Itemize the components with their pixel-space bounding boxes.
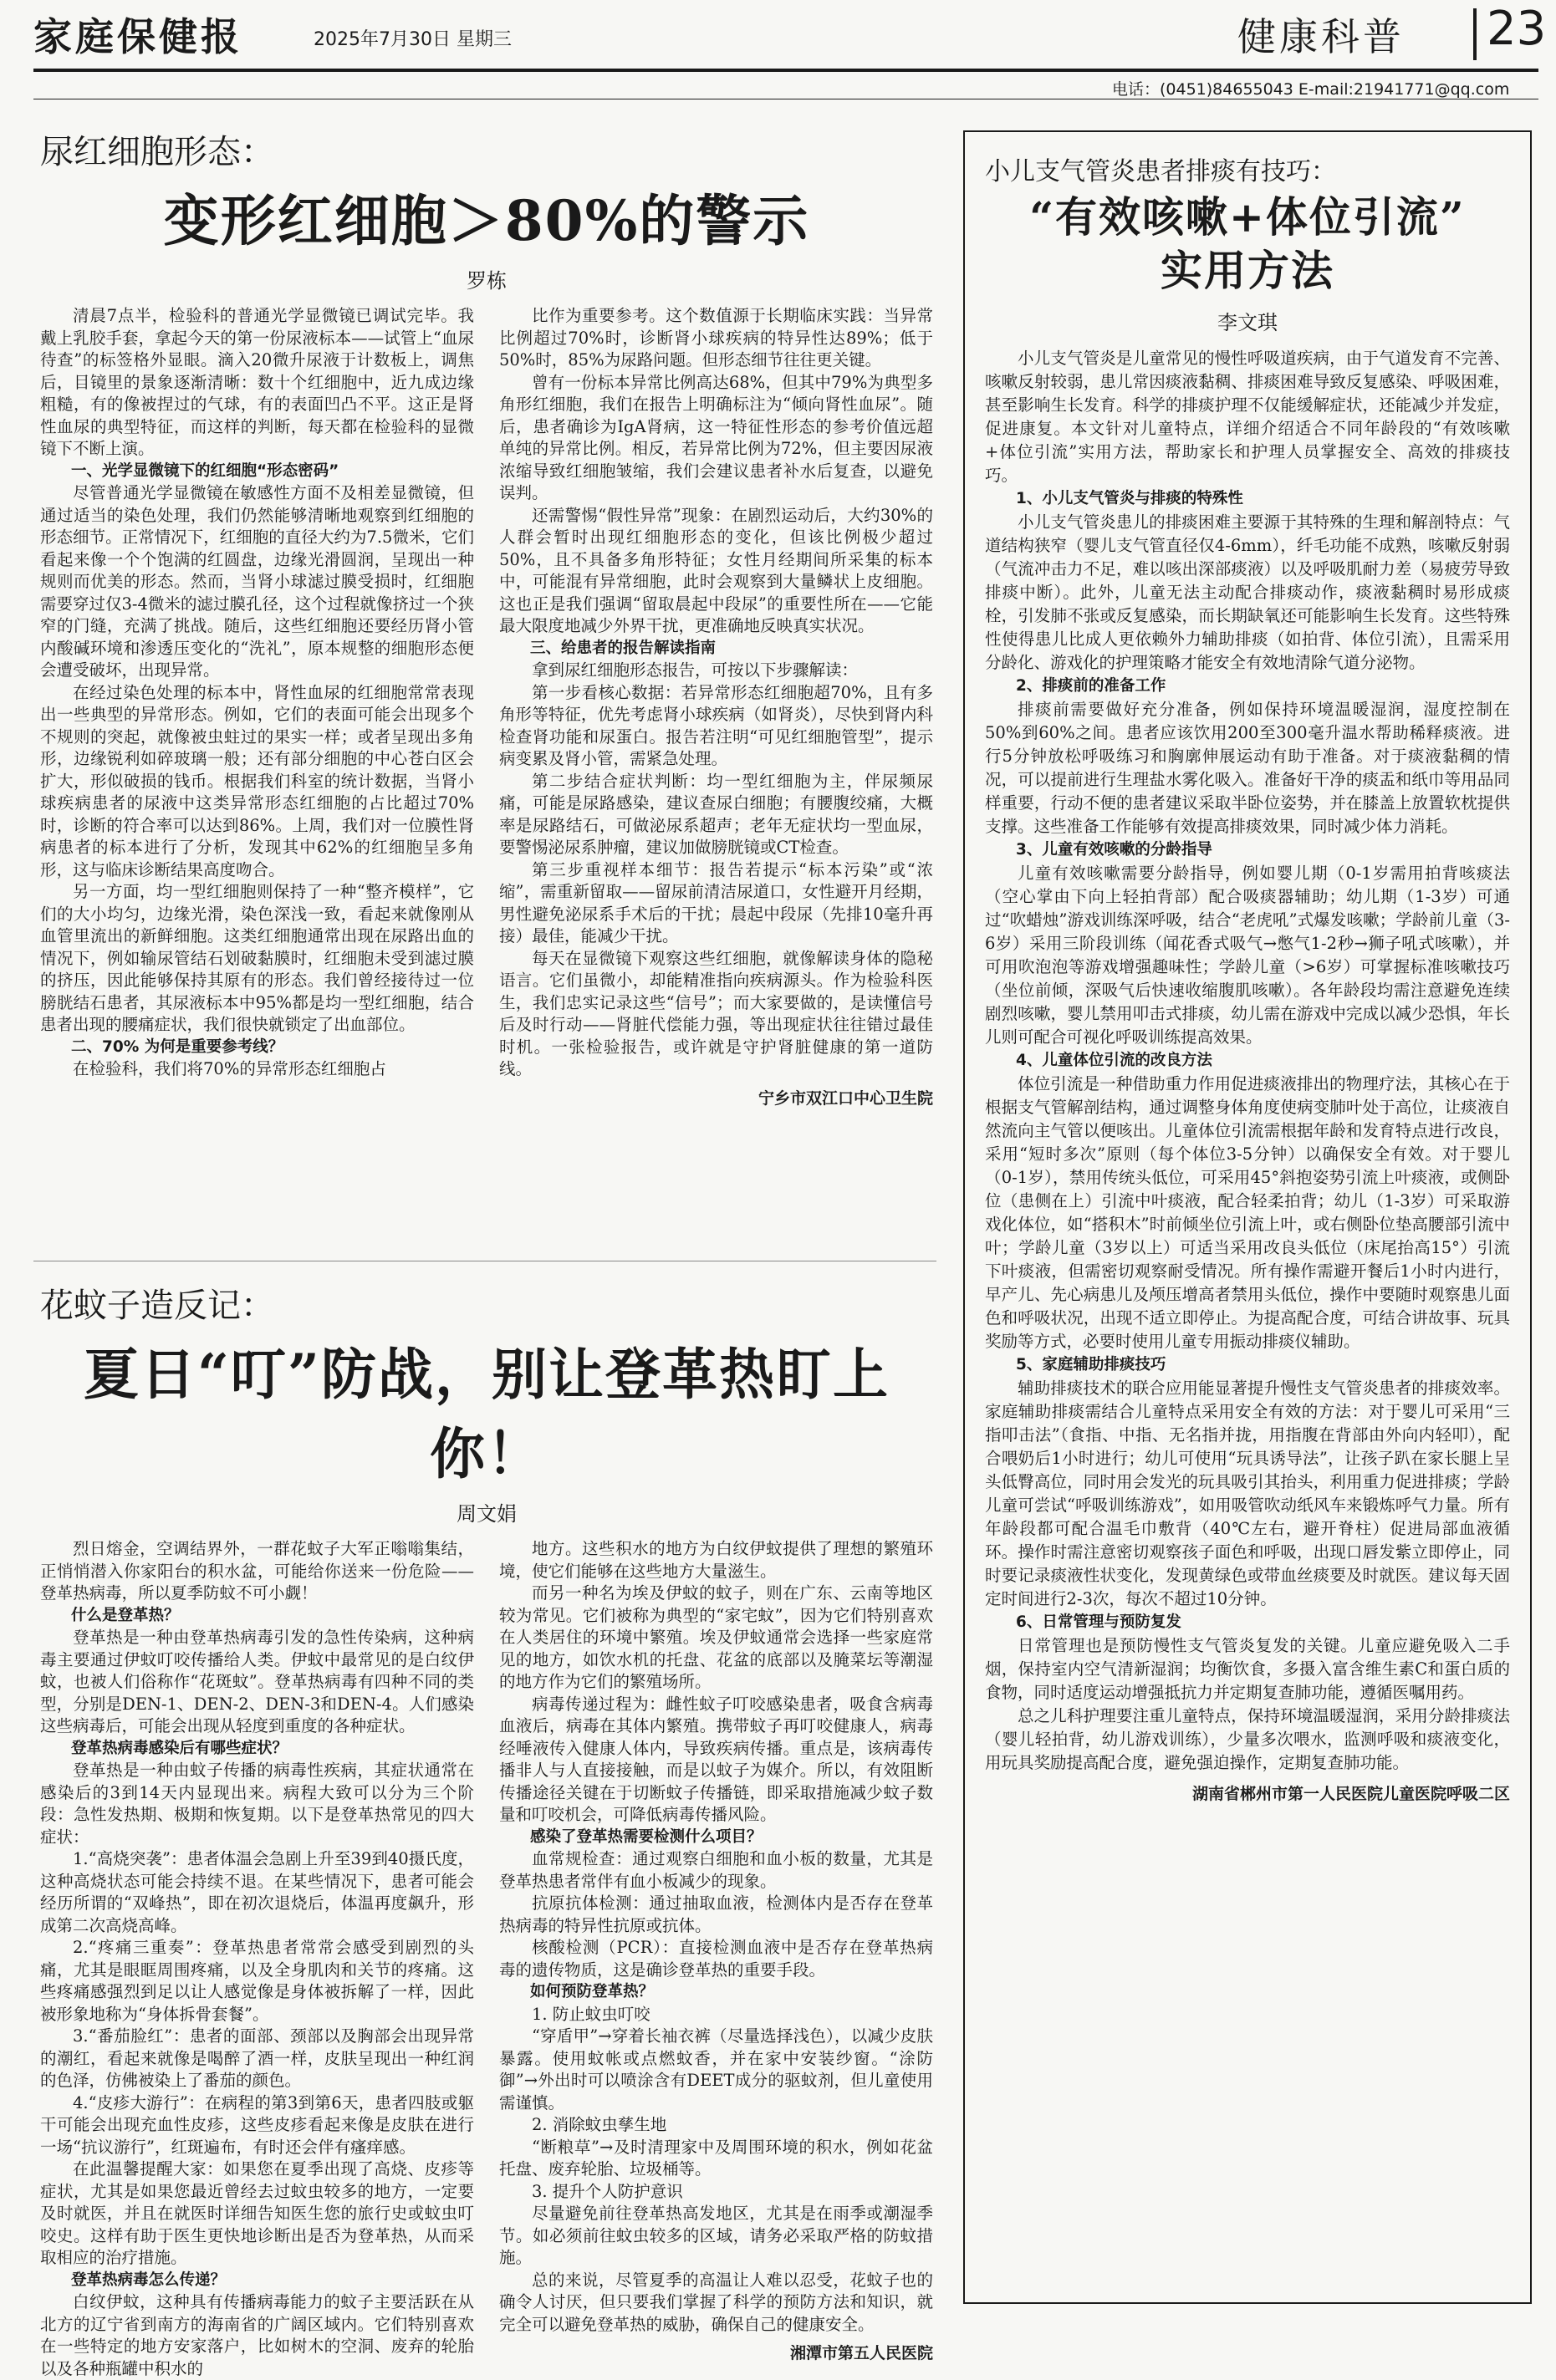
article-author: 罗栋 (467, 269, 507, 293)
article-author: 李文琪 (1217, 311, 1278, 334)
paragraph: 白纹伊蚊，这种具有传播病毒能力的蚊子主要活跃在从北方的辽宁省到南方的海南省的广阔区域内。它们特别喜欢在一些特定的地方安家落户，比如树木的空洞、废弃的轮胎以及各种瓶罐中积水的 (40, 2292, 475, 2378)
section-heading: 一、光学显微镜下的红细胞“形态密码” (71, 461, 339, 480)
section-heading: 登革热病毒感染后有哪些症状？ (71, 1739, 288, 1757)
paragraph: 病毒传递过程为：雌性蚊子叮咬感染患者，吸食含病毒血液后，病毒在其体内繁殖。携带蚊子再叮咬健康人，病毒经唾液传入健康人体内，导致疾病传播。重点是，该病毒传播非人与人直接接触，而是以蚊子为媒介。所以，有效阻断传播途径关键在于切断蚊子传播链，即采取措施减少蚊子数量和叮咬机会，可降低病毒传播风险。 (498, 1694, 933, 1824)
paragraph: 排痰前需要做好充分准备，例如保持环境温暖湿润，湿度控制在50%到60%之间。患者应该饮用200至300毫升温水帮助稀释痰液。进行5分钟放松呼吸练习和胸廓伸展运动有助于准备。对于痰液黏稠的情况，可以提前进行生理盐水雾化吸入。准备好干净的痰盂和纸巾等用品同样重要，行动不便的患者建议采取半卧位姿势，并在膝盖上放置软枕提供支撑。这些准备工作能够有效提高排痰效果，同时减少体力消耗。 (985, 700, 1510, 836)
article-kicker: 小儿支气管炎患者排痰有技巧： (985, 157, 1336, 186)
paragraph: 3. 提升个人防护意识 (531, 2181, 683, 2201)
article-hematuria (40, 125, 933, 1109)
section-heading: 5、家庭辅助排痰技巧 (1016, 1356, 1166, 1373)
section-heading: 如何预防登革热？ (529, 1983, 654, 2000)
article-dengue (40, 1279, 933, 2380)
section-heading: 1、小儿支气管炎与排痰的特殊性 (1016, 490, 1243, 507)
paragraph: 血常规检查：通过观察白细胞和血小板的数量，尤其是登革热患者常伴有血小板减少的现象。 (498, 1849, 933, 1891)
paper-name: 家庭保健报 (33, 14, 242, 59)
masthead-rule (33, 69, 1538, 72)
paragraph: 2. 消除蚊虫孳生地 (531, 2115, 667, 2134)
article-column-left (40, 1538, 474, 2380)
article-column-left (40, 305, 474, 1109)
section-heading: 什么是登革热？ (71, 1606, 180, 1624)
paragraph: 第二步结合症状判断：均一型红细胞为主，伴尿频尿痛，可能是尿路感染，建议查尿白细胞；有腰腹绞痛，大概率是尿路结石，可做泌尿系超声；老年无症状均一型血尿，要警惕泌尿系肿瘤，建议加做膀胱镜或CT检查。 (498, 771, 933, 857)
section-name: 健康科普 (1237, 14, 1405, 59)
paragraph: 每天在显微镜下观察这些红细胞，就像解读身体的隐秘语言。它们虽微小，却能精准指向疾病源头。作为检验科医生，我们忠实记录这些“信号”；而大家要做的，是读懂信号后及时行动——肾脏代偿能力强，等出现症状往往错过最佳时机。一张检验报告，或许就是守护肾脏健康的第一道防线。 (498, 948, 933, 1078)
paragraph: 体位引流是一种借助重力作用促进痰液排出的物理疗法，其核心在于根据支气管解剖结构，通过调整身体角度使病变肺叶处于高位，让痰液自然流向主气管以便咳出。儿童体位引流需根据年龄和发育特点进行改良，采用“短时多次”原则（每个体位3-5分钟）以确保安全有效。对于婴儿（0-1岁），禁用传统头低位，可采用45°斜抱姿势引流上叶痰液，或侧卧位（患侧在上）引流中叶痰液，配合轻柔拍背；幼儿（1-3岁）可采取游戏化体位，如“搭积木”时前倾坐位引流上叶，或右侧卧位垫高腰部引流中叶；学龄儿童（3岁以上）可适当采用改良头低位（床尾抬高15°）引流下叶痰液，但需密切观察耐受情况。所有操作需避开餐后1小时内进行，早产儿、先心病患儿及颅压增高者禁用头低位，操作中要随时观察患儿面色和呼吸状况，出现不适立即停止。为提高配合度，可结合讲故事、玩具奖励等方式，必要时使用儿童专用振动排痰仪辅助。 (985, 1074, 1510, 1351)
paragraph: 尽管普通光学显微镜在敏感性方面不及相差显微镜，但通过适当的染色处理，我们仍然能够清晰地观察到红细胞的形态细节。正常情况下，红细胞的直径大约为7.5微米，它们看起来像一个个饱满的红圆盘，边缘光滑圆润，呈现出一种规则而优美的形态。然而，当肾小球滤过膜受损时，红细胞需要穿过仅3-4微米的滤过膜孔径，这个过程就像挤过一个狭窄的门缝，充满了挑战。随后，这些红细胞还要经历肾小管内酸碱环境和渗透压变化的“洗礼”，原本规整的细胞形态便会遭受破坏，出现异常。 (40, 483, 475, 680)
paragraph: 1. 防止蚊虫叮咬 (531, 2004, 650, 2024)
paragraph: 在此温馨提醒大家：如果您在夏季出现了高烧、皮疹等症状，尤其是如果您最近曾经去过蚊虫较多的地方，一定要及时就医，并且在就医时详细告知医生您的旅行史或蚊虫叮咬史。这样有助于医生更快地诊断出是否为登革热，从而采取相应的治疗措施。 (40, 2159, 475, 2267)
section-heading: 三、给患者的报告解读指南 (529, 639, 716, 657)
paragraph: 第三步重视样本细节：报告若提示“标本污染”或“浓缩”，需重新留取——留尿前清洁尿道口，女性避开月经期，男性避免泌尿系手术后的干扰；晨起中段尿（先排10毫升再接）最佳，能减少干扰。 (498, 859, 933, 945)
paragraph: 地方。这些积水的地方为白纹伊蚊提供了理想的繁殖环境，使它们能够在这些地方大量滋生。 (498, 1539, 933, 1581)
issue-date: 2025年7月30日 星期三 (314, 29, 512, 50)
paragraph: 小儿支气管炎是儿童常见的慢性呼吸道疾病，由于气道发育不完善、咳嗽反射较弱，患儿常因痰液黏稠、排痰困难导致反复感染、呼吸困难，甚至影响生长发育。科学的排痰护理不仅能缓解症状，还能减少并发症，促进康复。本文针对儿童特点，详细介绍适合不同年龄段的“有效咳嗽+体位引流”实用方法，帮助家长和护理人员掌握安全、高效的排痰技巧。 (985, 349, 1510, 485)
article-author: 周文娟 (457, 1502, 517, 1526)
paragraph: 4.“皮疹大游行”：在病程的第3到第6天，患者四肢或躯干可能会出现充血性皮疹，这些皮疹看起来像是皮肤在进行一场“抗议游行”，红斑遍布，有时还会伴有瘙痒感。 (40, 2092, 475, 2157)
paragraph: 总之儿科护理要注重儿童特点，保持环境温暖湿润，采用分龄排痰法（婴儿轻拍背，幼儿游戏训练），少量多次喂水，监测呼吸和痰液变化，用玩具奖励提高配合度，避免强迫操作，定期复查肺功能。 (985, 1706, 1510, 1772)
section-heading: 3、儿童有效咳嗽的分龄指导 (1016, 841, 1212, 859)
article-byline: 湘潭市第五人民医院 (789, 2344, 933, 2362)
section-heading: 二、70% 为何是重要参考线？ (71, 1037, 284, 1056)
article-column-right (499, 305, 933, 1109)
paragraph: 拿到尿红细胞形态报告，可按以下步骤解读： (531, 660, 858, 680)
paragraph: 辅助排痰技术的联合应用能显著提升慢性支气管炎患者的排痰效率。家庭辅助排痰需结合儿童特点采用安全有效的方法：对于婴儿可采用“三指叩击法”（食指、中指、无名指并拢，用指腹在背部由外向内轻叩），配合喂奶后1小时进行；幼儿可使用“玩具诱导法”，让孩子趴在家长腿上呈头低臀高位，同时用会发光的玩具吸引其抬头，利用重力促进排痰；学龄儿童可尝试“呼吸训练游戏”，如用吸管吹动纸风车来锻炼呼气力量。所有年龄段都可配合温毛巾敷背（40℃左右，避开脊柱）促进局部血液循环。操作时需注意密切观察孩子面色和呼吸，出现口唇发紫立即停止，同时要记录痰液性状变化，发现黄绿色或带血丝痰要及时就医。建议每天固定时间进行2-3次，每次不超过10分钟。 (985, 1379, 1510, 1608)
article-kicker: 花蚊子造反记： (40, 1287, 274, 1325)
paragraph: 3.“番茄脸红”：患者的面部、颈部以及胸部会出现异常的潮红，看起来就像是喝醉了酒一样，皮肤呈现出一种红润的色泽，仿佛被染上了番茄的颜色。 (40, 2026, 475, 2090)
paragraph: 而另一种名为埃及伊蚊的蚊子，则在广东、云南等地区较为常见。它们被称为典型的“家宅蚊”，因为它们特别喜欢在人类居住的环境中繁殖。埃及伊蚊通常会选择一些家庭常见的地方，如饮水机的托盘、花盆的底部以及腌菜坛等潮湿的地方作为它们的繁殖场所。 (498, 1583, 933, 1691)
paragraph: 还需警惕“假性异常”现象：在剧烈运动后，大约30%的人群会暂时出现红细胞形态的变化，但该比例极少超过50%，且不具备多角形特征；女性月经期间所采集的标本中，可能混有异常细胞，此时会观察到大量鳞状上皮细胞。这也正是我们强调“留取晨起中段尿”的重要性所在——它能最大限度地减少外界干扰，更准确地反映真实状况。 (498, 505, 933, 635)
article-byline: 宁乡市双江口中心卫生院 (758, 1088, 933, 1108)
paragraph: 小儿支气管炎患儿的排痰困难主要源于其特殊的生理和解剖特点：气道结构狭窄（婴儿支气管直径仅4-6mm），纤毛功能不成熟，咳嗽反射弱（气流冲击力不足，难以咳出深部痰液）以及呼吸肌耐力差（易疲劳导致排痰中断）。此外，儿童无法主动配合排痰动作，痰液黏稠时易形成痰栓，引发肺不张或反复感染，而长期缺氧还可能影响生长发育。这些特殊性使得患儿比成人更依赖外力辅助排痰（如拍背、体位引流），且需采用分龄化、游戏化的护理策略才能安全有效地清除气道分泌物。 (985, 512, 1510, 672)
section-heading: 登革热病毒怎么传递？ (71, 2270, 227, 2289)
paragraph: 2.“疼痛三重奏”：登革热患者常常会感受到剧烈的头痛，尤其是眼眶周围疼痛，以及全身肌肉和关节的疼痛。这些疼痛感强烈到足以让人感觉像是身体被拆解了一样，因此被形象地称为“身体拆骨套餐”。 (40, 1938, 475, 2024)
article-headline: 变形红细胞＞80%的警示 (163, 188, 810, 253)
paragraph: 登革热是一种由蚊子传播的病毒性疾病，其症状通常在感染后的3到14天内显现出来。病程大致可以分为三个阶段：急性发热期、极期和恢复期。以下是登革热常见的四大症状： (40, 1761, 475, 1847)
section-heading: 4、儿童体位引流的改良方法 (1016, 1052, 1212, 1069)
paragraph: 儿童有效咳嗽需要分龄指导，例如婴儿期（0-1岁需用拍背咳痰法（空心掌由下向上轻拍背部）配合吸痰器辅助；幼儿期（1-3岁）可通过“吹蜡烛”游戏训练深呼吸，结合“老虎吼”式爆发咳嗽；学龄前儿童（3-6岁）采用三阶段训练（闻花香式吸气→憋气1-2秒→狮子吼式咳嗽），并可用吹泡泡等游戏增强趣味性；学龄儿童（>6岁）可掌握标准咳嗽技巧（坐位前倾，深吸气后快速收缩腹肌咳嗽）。各年龄段均需注意避免连续剧烈咳嗽，婴儿禁用叩击式排痰，幼儿需在游戏中完成以减少恐惧，年长儿则可配合可视化呼吸训练提高效果。 (985, 864, 1510, 1047)
article-byline: 湖南省郴州市第一人民医院儿童医院呼吸二区 (1191, 1785, 1510, 1803)
section-heading: 感染了登革热需要检测什么项目？ (529, 1827, 763, 1846)
paragraph: 尽量避免前往登革热高发地区，尤其是在雨季或潮湿季节。如必须前往蚊虫较多的区域，请务必采取严格的防蚊措施。 (498, 2204, 933, 2267)
paragraph: 在检验科，我们将70%的异常形态红细胞占 (73, 1059, 386, 1078)
paragraph: 烈日熔金，空调结界外，一群花蚊子大军正嗡嗡集结，正悄悄潜入你家阳台的积水盆，可能给你送来一份危险——登革热病毒，所以夏季防蚊不可小觑！ (40, 1539, 475, 1603)
paragraph: 比作为重要参考。这个数值源于长期临床实践：当异常比例超过70%时，诊断肾小球疾病的特异性达89%；低于50%时，85%为尿路问题。但形态细节往往更关键。 (498, 306, 933, 369)
masthead (33, 0, 1547, 69)
paragraph: 1.“高烧突袭”：患者体温会急剧上升至39到40摄氏度，这种高烧状态可能会持续不退。在某些情况下，患者可能会经历所谓的“双峰热”，即在初次退烧后，体温再度飙升，形成第二次高烧高峰。 (40, 1849, 475, 1935)
paragraph: 核酸检测（PCR）：直接检测血液中是否存在登革热病毒的遗传物质，这是确诊登革热的重要手段。 (498, 1938, 933, 1980)
paragraph: 另一方面，均一型红细胞则保持了一种“整齐模样”，它们的大小均匀，边缘光滑，染色深浅一致，看起来就像刚从血管里流出的新鲜细胞。这类红细胞通常出现在尿路出血的情况下，例如输尿管结石划破黏膜时，红细胞未受到滤过膜的挤压，因此能够保持其原有的形态。我们曾经接待过一位膀胱结石患者，其尿液标本中95%都是均一型红细胞，结合患者出现的腰痛症状，我们很快就锁定了出血部位。 (40, 882, 475, 1034)
paragraph: 在经过染色处理的标本中，肾性血尿的红细胞常常表现出一些典型的异常形态。例如，它们的表面可能会出现多个不规则的突起，就像被虫蛀过的果实一样；或者呈现出多角形，边缘锐利如碎玻璃一般；还有部分细胞的中心苍白区会扩大，形似破损的钱币。根据我们科室的统计数据，当肾小球疾病患者的尿液中这类异常形态红细胞的占比超过70%时，诊断的符合率可以达到86%。上周，我们对一位膜性肾病患者的标本进行了分析，发现其中62%的红细胞呈多角形，这与临床诊断结果高度吻合。 (40, 682, 475, 879)
masthead-divider (1473, 8, 1477, 60)
paragraph: “穿盾甲”→穿着长袖衣裤（尽量选择浅色），以减少皮肤暴露。使用蚊帐或点燃蚊香，并在家中安装纱窗。“涂防御”→外出时可以喷涂含有DEET成分的驱蚊剂，但儿童使用需谨慎。 (498, 2026, 933, 2112)
paragraph: 第一步看核心数据：若异常形态红细胞超70%，且有多角形等特征，优先考虑肾小球疾病（如肾炎），尽快到肾内科检查肾功能和尿蛋白。报告若注明“可见红细胞管型”，提示病变累及肾小管，需紧急处理。 (498, 682, 933, 768)
article-bronchitis (963, 130, 1532, 2304)
section-heading: 2、排痰前的准备工作 (1016, 677, 1166, 695)
article-headline-line2: 实用方法 (1161, 246, 1334, 295)
article-column-right (499, 1538, 933, 2380)
article-headline: 夏日“叮”防战，别让登革热盯上你！ (84, 1342, 890, 1486)
paragraph: 曾有一份标本异常比例高达68%，但其中79%为典型多角形红细胞，我们在报告上明确标注为“倾向肾性血尿”。随后，患者确诊为IgA肾病，这一特征性形态的参考价值远超单纯的异常比例。相反，若异常比例为72%，但主要因尿液浓缩导致红细胞皱缩，我们会建议患者补水后复查，以避免误判。 (498, 372, 933, 502)
paragraph: 抗原抗体检测：通过抽取血液，检测体内是否存在登革热病毒的特异性抗原或抗体。 (498, 1893, 933, 1935)
contact-info: 电话：(0451)84655043 E-mail:21941771@qq.com (1112, 80, 1510, 99)
article-kicker: 尿红细胞形态： (40, 133, 274, 171)
page-number: 23 (1487, 2, 1547, 56)
paragraph: “断粮草”→及时清理家中及周围环境的积水，例如花盆托盘、废弃轮胎、垃圾桶等。 (498, 2137, 933, 2179)
section-heading: 6、日常管理与预防复发 (1016, 1613, 1181, 1631)
paragraph: 总的来说，尽管夏季的高温让人难以忍受，花蚊子也的确令人讨厌，但只要我们掌握了科学的预防方法和知识，就完全可以避免登革热的威胁，确保自己的健康安全。 (498, 2270, 933, 2334)
article-headline-line1: “有效咳嗽+体位引流” (1029, 192, 1466, 242)
paragraph: 清晨7点半，检验科的普通光学显微镜已调试完毕。我戴上乳胶手套，拿起今天的第一份尿液标本——试管上“血尿待查”的标签格外显眼。滴入20微升尿液于计数板上，调焦后，目镜里的景象逐渐清晰：数十个红细胞中，近九成边缘粗糙，有的像被捏过的气球，有的表面凹凸不平。这正是肾性血尿的典型特征，而这样的判断，每天都在检验科的显微镜下不断上演。 (40, 306, 475, 458)
paragraph: 日常管理也是预防慢性支气管炎复发的关键。儿童应避免吸入二手烟，保持室内空气清新湿润；均衡饮食，多摄入富含维生素C和蛋白质的食物，同时适度运动增强抵抗力并定期复查肺功能，遵循医嘱用药。 (985, 1636, 1510, 1702)
paragraph: 登革热是一种由登革热病毒引发的急性传染病，这种病毒主要通过伊蚊叮咬传播给人类。伊蚊中最常见的是白纹伊蚊，也被人们俗称作“花斑蚊”。登革热病毒有四种不同的类型，分别是DEN-1、DEN-2、DEN-3和DEN-4。人们感染这些病毒后，可能会出现从轻度到重度的各种症状。 (40, 1628, 475, 1735)
article-body (985, 347, 1510, 1775)
